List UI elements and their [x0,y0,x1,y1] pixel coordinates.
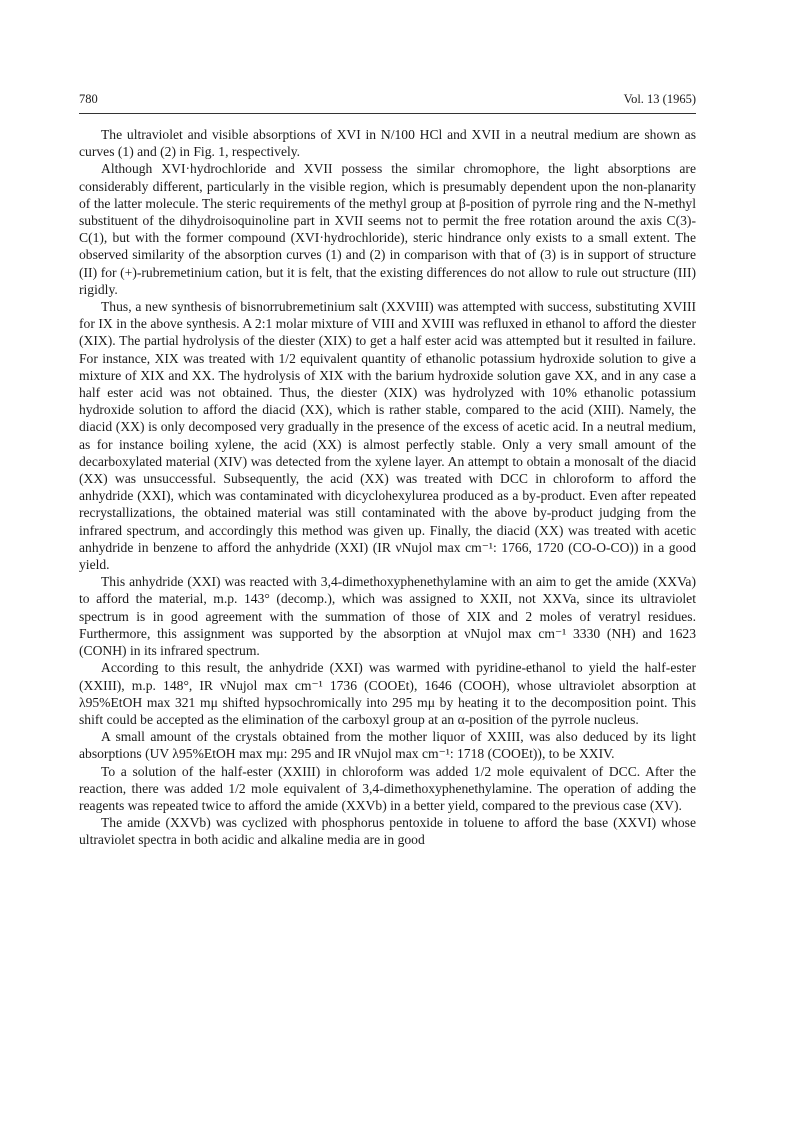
paragraph: Thus, a new synthesis of bisnorrubremetinium salt (XXVIII) was attempted with success, substituting XVIII for IX in the above synthesis. A 2:1 molar mixture of VIII and XVIII was refluxed in ethanol to afford the diester (XIX). The partial hydrolysis of the diester (XIX) to get a half ester acid was attempted but it resulted in failure. For instance, XIX was treated with 1/2 equivalent quantity of ethanolic potassium hydroxide solution to give a mixture of XIX and XX. The hydrolysis of XIX with the barium hydroxide solution gave XX, and in any case a half ester acid was not obtained. Thus, the diester (XIX) was hydrolyzed with 10% ethanolic potassium hydroxide solution to afford the diacid (XX), which is rather stable, compared to the acid (XIII). Namely, the diacid (XX) is only decomposed very gradually in the presence of the excess of acetic acid. In a neutral medium, as for instance boiling xylene, the acid (XX) is almost perfectly stable. Only a very small amount of the decarboxylated material (XIV) was detected from the xylene layer. An attempt to obtain a monosalt of the diacid (XX) was unsuccessful. Subsequently, the acid (XX) was treated with DCC in chloroform to afford the anhydride (XXI), which was contaminated with dicyclohexylurea produced as a by-product. Even after repeated recrystallizations, the obtained material was still contaminated with the above by-product judging from the infrared spectrum, and accordingly this method was given up. Finally, the diacid (XX) was treated with acetic anhydride in benzene to afford the anhydride (XXI) (IR νNujol max cm⁻¹: 1766, 1720 (CO-O-CO)) in a good yield. [79,299,696,573]
paragraph: This anhydride (XXI) was reacted with 3,4-dimethoxyphenethylamine with an aim to get the amide (XXVa) to afford the material, m.p. 143° (decomp.), which was assigned to XXII, not XXVa, since its ultraviolet spectrum is in good agreement with the summation of those of XIX and 2 moles of veratryl residues. Furthermore, this assignment was supported by the absorption at νNujol max cm⁻¹ 3330 (NH) and 1623 (CONH) in its infrared spectrum. [79,574,696,659]
header-rule [79,113,696,114]
paragraph: Although XVI·hydrochloride and XVII possess the similar chromophore, the light absorptions are considerably different, particularly in the visible region, which is presumably dependent upon the non-planarity of the latter molecule. The steric requirements of the methyl group at β-position of pyrrole ring and the N-methyl substituent of the dihydroisoquinoline part in XVII seems not to permit the free rotation around the axis C(3)-C(1), but with the former compound (XVI·hydrochloride), steric hindrance only exists to a small extent. The observed similarity of the absorption curves (1) and (2) in comparison with that of (3) is in support of structure (II) for (+)-rubremetinium cation, but it is felt, that the existing differences do not allow to rule out structure (III) rigidly. [79,161,696,297]
article-body [79,126,696,849]
journal-volume: Vol. 13 (1965) [623,92,696,106]
page-number: 780 [79,92,98,106]
paragraph: The ultraviolet and visible absorptions of XVI in N/100 HCl and XVII in a neutral medium are shown as curves (1) and (2) in Fig. 1, respectively. [79,127,696,160]
paragraph: A small amount of the crystals obtained from the mother liquor of XXIII, was also deduced by its light absorptions (UV λ95%EtOH max mμ: 295 and IR νNujol max cm⁻¹: 1718 (COOEt)), to be XXIV. [79,729,696,762]
paragraph: According to this result, the anhydride (XXI) was warmed with pyridine-ethanol to yield the half-ester (XXIII), m.p. 148°, IR νNujol max cm⁻¹ 1736 (COOEt), 1646 (COOH), whose ultraviolet absorption at λ95%EtOH max 321 mμ shifted hypsochromically into 295 mμ by heating it to the decomposition point. This shift could be accepted as the elimination of the carboxyl group at an α-position of the pyrrole nucleus. [79,660,696,727]
page-header [79,92,696,112]
paragraph: To a solution of the half-ester (XXIII) in chloroform was added 1/2 mole equivalent of DCC. After the reaction, there was added 1/2 mole equivalent of 3,4-dimethoxyphenethylamine. The operation of adding the reagents was repeated twice to afford the amide (XXVb) in a better yield, compared to the previous case (XV). [79,763,696,813]
paragraph: The amide (XXVb) was cyclized with phosphorus pentoxide in toluene to afford the base (XXVI) whose ultraviolet spectra in both acidic and alkaline media are in good [79,815,696,848]
